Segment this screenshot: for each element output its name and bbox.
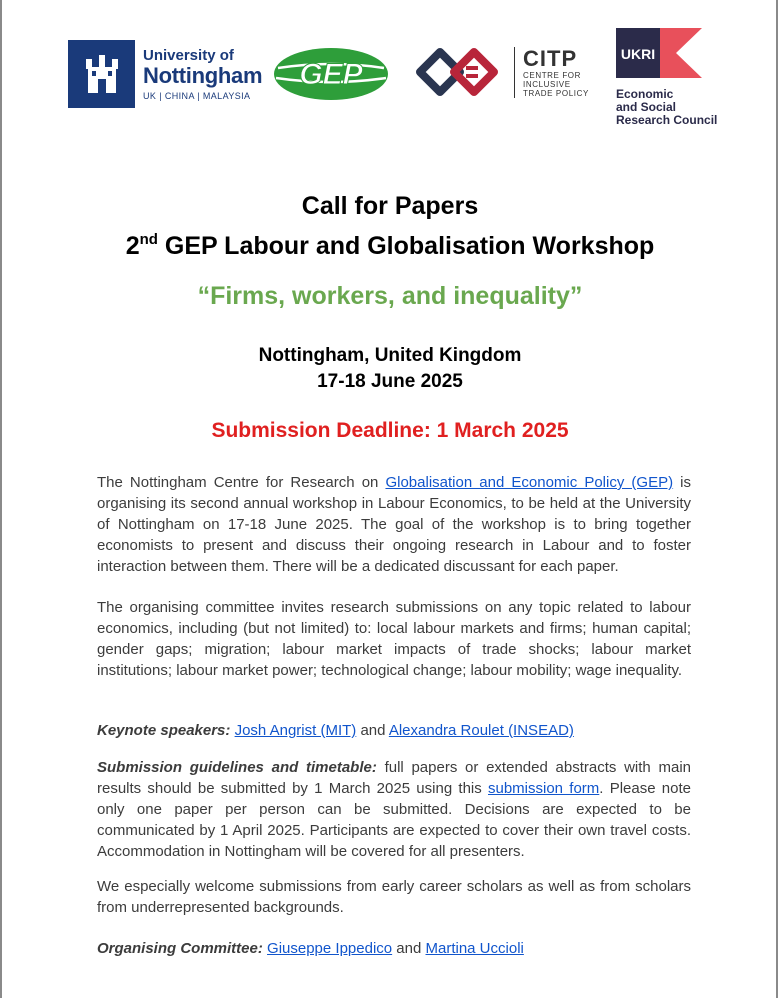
ukri-line-2: and Social (616, 100, 677, 114)
citp-sub-1: CENTRE FOR (523, 70, 581, 80)
uon-line-3: UK | CHINA | MALAYSIA (143, 90, 251, 101)
committee-paragraph (97, 938, 691, 959)
keynote-and: and (356, 722, 389, 739)
guidelines-label: Submission guidelines and timetable: (97, 759, 377, 776)
committee-label: Organising Committee: (97, 940, 263, 957)
nottingham-crest-icon (68, 40, 135, 108)
intro-post: is organising its second annual workshop in Labour Economics, to be held at the University of Nottingham on 17-18 June 2025. The goal of the workshop is to bring together economists to present and discuss their ongoing research in Labour and to foster interaction between them. There will be a dedicated discussant for each paper. (97, 474, 692, 575)
keynote-speaker-1-link[interactable]: Josh Angrist (MIT) (234, 722, 357, 739)
ukri-esrc-logo (616, 28, 717, 127)
welcome-paragraph: We especially welcome submissions from early career scholars as well as from scholars from underrepresented backgrounds. (97, 878, 691, 916)
call-for-papers-title: Call for Papers (301, 192, 479, 220)
ukri-mark-icon (616, 28, 702, 84)
workshop-date: 17-18 June 2025 (317, 371, 463, 392)
gep-logo-text: GEP (299, 58, 363, 91)
uon-line-1: University of (143, 46, 234, 64)
citp-logo (414, 46, 589, 98)
keynote-label: Keynote speakers: (97, 722, 231, 739)
submission-deadline: Submission Deadline: 1 March 2025 (211, 419, 569, 442)
keynote-speaker-2-link[interactable]: Alexandra Roulet (INSEAD) (388, 722, 574, 739)
uon-line-2: Nottingham (143, 62, 263, 88)
submission-form-link[interactable]: submission form (488, 780, 600, 797)
workshop-ordinal: nd (139, 231, 158, 248)
workshop-name: GEP Labour and Globalisation Workshop (157, 232, 655, 260)
keynote-paragraph (97, 720, 691, 741)
guidelines-paragraph (97, 757, 691, 862)
logo-row (68, 28, 718, 128)
workshop-location: Nottingham, United Kingdom (258, 345, 522, 366)
university-of-nottingham-logo (68, 40, 262, 108)
ukri-line-1: Economic (616, 87, 674, 101)
committee-member-1-link[interactable]: Giuseppe Ippedico (267, 940, 393, 957)
ukri-mark-text: UKRI (620, 46, 656, 62)
topics-paragraph: The organising committee invites research submissions on any topic related to labour economics, including (but not limited) to: local labour markets and firms; human capital; gender gaps; migration; labour market impacts of trade shocks; labour market institutions; labour market power; technological change; labour mobility; wage inequality. (97, 599, 691, 679)
workshop-number: 2 (125, 232, 140, 260)
workshop-theme: “Firms, workers, and inequality” (197, 282, 583, 310)
intro-pre: The Nottingham Centre for Research on (97, 474, 386, 491)
guidelines-post: . Please note only one paper per person can be submitted. Decisions are expected to be communicated by 1 April 2025. Participants are expected to cover their own travel costs. Accommodation in Nottingham will be covered for all presenters. (97, 780, 692, 860)
committee-and: and (392, 940, 426, 957)
citp-sub-3: TRADE POLICY (523, 88, 589, 98)
gep-link[interactable]: Globalisation and Economic Policy (GEP) (385, 474, 674, 491)
citp-mark-icon (414, 46, 506, 98)
intro-paragraph (97, 472, 691, 577)
guidelines-pre: full papers or extended abstracts with main results should be submitted by 1 March 2025 using this (97, 759, 691, 797)
citp-title: CITP (523, 45, 578, 71)
ukri-line-3: Research Council (616, 113, 718, 127)
committee-member-2-link[interactable]: Martina Uccioli (425, 940, 524, 957)
workshop-title (0, 231, 780, 261)
citp-sub-2: INCLUSIVE (523, 79, 571, 89)
gep-logo (272, 46, 390, 102)
